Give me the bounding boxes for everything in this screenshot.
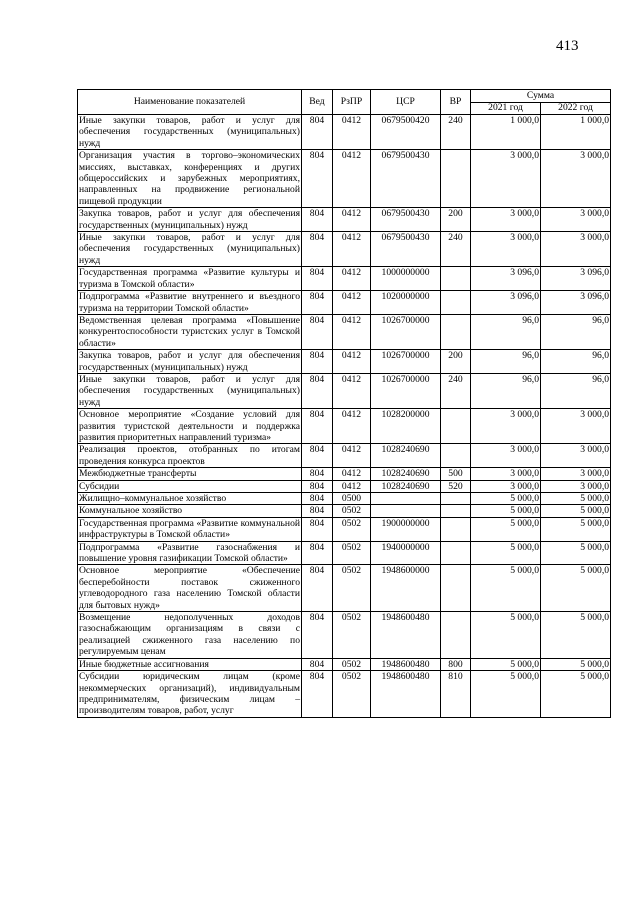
cell-sum-2022: 5 000,0 xyxy=(541,505,611,517)
cell-sum-2022: 5 000,0 xyxy=(541,517,611,541)
cell-rzpr: 0500 xyxy=(333,493,371,505)
cell-name: Государственная программа «Развитие культуры и туризма в Томской области» xyxy=(79,267,300,290)
cell-ved: 804 xyxy=(302,541,333,565)
cell-rzpr: 0502 xyxy=(333,565,371,612)
cell-name: Закупка товаров, работ и услуг для обеспечения государственных (муниципальных) нужд xyxy=(79,208,300,231)
cell-ved: 804 xyxy=(302,480,333,492)
cell-sum-2022: 5 000,0 xyxy=(541,658,611,670)
cell-csr xyxy=(371,493,441,505)
cell-csr: 1940000000 xyxy=(371,541,441,565)
cell-csr xyxy=(371,505,441,517)
cell-csr: 1948600480 xyxy=(371,658,441,670)
cell-name: Государственная программа «Развитие коммунальной инфраструктуры в Томской области» xyxy=(79,517,300,541)
cell-name: Субсидии юридическим лицам (кроме некоммерческих организаций), индивидуальным предпринимателям, физическим лицам – производителям товаров, работ, услуг xyxy=(79,671,300,717)
cell-vr: 240 xyxy=(441,115,471,150)
cell-ved: 804 xyxy=(302,373,333,408)
cell-ved: 804 xyxy=(302,671,333,718)
cell-name: Иные закупки товаров, работ и услуг для обеспечения государственных (муниципальных) нужд xyxy=(79,232,300,266)
cell-sum-2021: 3 000,0 xyxy=(471,232,541,267)
cell-vr: 810 xyxy=(441,671,471,718)
cell-name: Подпрограмма «Развитие газоснабжения и повышение уровня газификации Томской области» xyxy=(79,541,300,565)
cell-name: Жилищно–коммунальное хозяйство xyxy=(78,493,302,505)
header-ved: Вед xyxy=(302,90,333,115)
cell-vr xyxy=(441,541,471,565)
header-name: Наименование показателей xyxy=(78,90,302,115)
cell-rzpr: 0502 xyxy=(333,671,371,718)
cell-vr xyxy=(441,150,471,208)
cell-sum-2021: 3 000,0 xyxy=(471,409,541,444)
cell-ved: 804 xyxy=(302,468,333,480)
cell-sum-2021: 5 000,0 xyxy=(471,565,541,612)
cell-rzpr: 0412 xyxy=(333,468,371,480)
cell-sum-2022: 3 000,0 xyxy=(541,444,611,468)
cell-name: Основное мероприятие «Обеспечение бесперебойности поставок сжиженного углеводородного газа населению Томской области для бытовых нужд» xyxy=(79,565,300,611)
cell-csr: 0679500430 xyxy=(371,208,441,232)
cell-sum-2021: 5 000,0 xyxy=(471,493,541,505)
cell-sum-2022: 5 000,0 xyxy=(541,565,611,612)
cell-ved: 804 xyxy=(302,232,333,267)
cell-sum-2022: 3 000,0 xyxy=(541,409,611,444)
cell-rzpr: 0412 xyxy=(333,267,371,291)
cell-vr: 240 xyxy=(441,373,471,408)
cell-ved: 804 xyxy=(302,565,333,612)
cell-rzpr: 0412 xyxy=(333,480,371,492)
cell-sum-2022: 96,0 xyxy=(541,350,611,374)
cell-csr: 1000000000 xyxy=(371,267,441,291)
cell-vr xyxy=(441,505,471,517)
cell-ved: 804 xyxy=(302,208,333,232)
cell-csr: 1948600000 xyxy=(371,565,441,612)
cell-name: Ведомственная целевая программа «Повышение конкурентоспособности туристских услуг в Томской области» xyxy=(79,314,300,349)
cell-sum-2022: 3 000,0 xyxy=(541,150,611,208)
cell-vr xyxy=(441,493,471,505)
cell-sum-2021: 3 000,0 xyxy=(471,444,541,468)
cell-csr: 1028200000 xyxy=(371,409,441,444)
header-csr: ЦСР xyxy=(371,90,441,115)
cell-sum-2021: 3 096,0 xyxy=(471,291,541,315)
cell-rzpr: 0412 xyxy=(333,373,371,408)
cell-vr xyxy=(441,291,471,315)
table-row xyxy=(78,658,611,670)
cell-sum-2021: 3 000,0 xyxy=(471,208,541,232)
cell-sum-2022: 96,0 xyxy=(541,373,611,408)
cell-sum-2021: 5 000,0 xyxy=(471,541,541,565)
page-number: 413 xyxy=(556,38,579,54)
cell-sum-2022: 96,0 xyxy=(541,314,611,349)
cell-name: Субсидии xyxy=(78,480,302,492)
cell-ved: 804 xyxy=(302,350,333,374)
table-row xyxy=(78,671,611,718)
cell-name: Коммунальное хозяйство xyxy=(78,505,302,517)
cell-csr: 1948600480 xyxy=(371,612,441,659)
cell-name: Основное мероприятие «Создание условий для развития туристской деятельности и поддержка развития приоритетных направлений туризма» xyxy=(79,409,300,443)
cell-vr xyxy=(441,314,471,349)
cell-csr: 1028240690 xyxy=(371,468,441,480)
cell-vr: 500 xyxy=(441,468,471,480)
table-row xyxy=(78,115,611,150)
cell-rzpr: 0502 xyxy=(333,541,371,565)
cell-ved: 804 xyxy=(302,409,333,444)
cell-sum-2021: 96,0 xyxy=(471,373,541,408)
cell-ved: 804 xyxy=(302,658,333,670)
cell-vr xyxy=(441,444,471,468)
cell-vr xyxy=(441,409,471,444)
cell-name: Иные бюджетные ассигнования xyxy=(78,658,302,670)
cell-ved: 804 xyxy=(302,291,333,315)
budget-table xyxy=(77,89,611,718)
table-row xyxy=(78,468,611,480)
table-row xyxy=(78,373,611,408)
cell-name: Межбюджетные трансферты xyxy=(78,468,302,480)
table-row xyxy=(78,444,611,468)
cell-ved: 804 xyxy=(302,612,333,659)
cell-vr: 200 xyxy=(441,208,471,232)
cell-vr: 200 xyxy=(441,350,471,374)
table-row xyxy=(78,612,611,659)
table-row xyxy=(78,267,611,291)
cell-sum-2021: 1 000,0 xyxy=(471,115,541,150)
cell-sum-2021: 5 000,0 xyxy=(471,671,541,718)
cell-csr: 1026700000 xyxy=(371,350,441,374)
table-row xyxy=(78,208,611,232)
cell-vr: 240 xyxy=(441,232,471,267)
cell-csr: 1028240690 xyxy=(371,444,441,468)
cell-sum-2022: 5 000,0 xyxy=(541,671,611,718)
cell-name: Подпрограмма «Развитие внутреннего и въездного туризма на территории Томской области» xyxy=(79,291,300,314)
cell-rzpr: 0412 xyxy=(333,150,371,208)
cell-name: Иные закупки товаров, работ и услуг для обеспечения государственных (муниципальных) нужд xyxy=(79,373,300,408)
cell-rzpr: 0502 xyxy=(333,517,371,541)
table-header xyxy=(78,90,611,115)
cell-csr: 0679500430 xyxy=(371,150,441,208)
cell-ved: 804 xyxy=(302,150,333,208)
cell-sum-2021: 3 000,0 xyxy=(471,468,541,480)
cell-ved: 804 xyxy=(302,493,333,505)
cell-name: Закупка товаров, работ и услуг для обеспечения государственных (муниципальных) нужд xyxy=(79,350,300,373)
cell-rzpr: 0412 xyxy=(333,115,371,150)
cell-rzpr: 0412 xyxy=(333,409,371,444)
table-row xyxy=(78,232,611,267)
cell-sum-2021: 96,0 xyxy=(471,314,541,349)
table-row xyxy=(78,541,611,565)
cell-sum-2022: 3 000,0 xyxy=(541,480,611,492)
cell-rzpr: 0502 xyxy=(333,612,371,659)
cell-ved: 804 xyxy=(302,444,333,468)
cell-sum-2021: 96,0 xyxy=(471,350,541,374)
cell-ved: 804 xyxy=(302,115,333,150)
header-vr: ВР xyxy=(441,90,471,115)
cell-rzpr: 0502 xyxy=(333,505,371,517)
table-row xyxy=(78,493,611,505)
cell-name: Возмещение недополученных доходов газоснабжающим организациям в связи с реализацией сжиженного газа населению по регулируемым ценам xyxy=(79,612,300,658)
cell-sum-2021: 3 096,0 xyxy=(471,267,541,291)
cell-vr xyxy=(441,565,471,612)
cell-sum-2021: 5 000,0 xyxy=(471,612,541,659)
cell-sum-2021: 5 000,0 xyxy=(471,505,541,517)
cell-vr xyxy=(441,517,471,541)
cell-vr xyxy=(441,267,471,291)
cell-sum-2022: 5 000,0 xyxy=(541,612,611,659)
cell-sum-2022: 3 000,0 xyxy=(541,208,611,232)
cell-vr xyxy=(441,612,471,659)
cell-rzpr: 0412 xyxy=(333,444,371,468)
cell-sum-2022: 3 000,0 xyxy=(541,468,611,480)
cell-name: Реализация проектов, отобранных по итогам проведения конкурса проектов xyxy=(79,444,300,467)
table-row xyxy=(78,505,611,517)
cell-sum-2021: 3 000,0 xyxy=(471,480,541,492)
header-sum: Сумма xyxy=(471,90,611,103)
cell-csr: 0679500430 xyxy=(371,232,441,267)
cell-ved: 804 xyxy=(302,517,333,541)
cell-ved: 804 xyxy=(302,505,333,517)
table-row xyxy=(78,517,611,541)
cell-sum-2021: 5 000,0 xyxy=(471,517,541,541)
cell-name: Организация участия в торгово–экономических миссиях, выставках, конференциях и других общероссийских и зарубежных мероприятиях, направленных на продвижение региональной пищевой продукции xyxy=(79,150,300,207)
cell-csr: 1028240690 xyxy=(371,480,441,492)
cell-csr: 1026700000 xyxy=(371,314,441,349)
cell-csr: 1020000000 xyxy=(371,291,441,315)
table-row xyxy=(78,409,611,444)
table-row xyxy=(78,480,611,492)
header-rzpr: РзПР xyxy=(333,90,371,115)
cell-vr: 520 xyxy=(441,480,471,492)
header-year-2022: 2022 год xyxy=(541,103,611,115)
cell-sum-2021: 5 000,0 xyxy=(471,658,541,670)
cell-sum-2022: 1 000,0 xyxy=(541,115,611,150)
cell-vr: 800 xyxy=(441,658,471,670)
cell-sum-2022: 5 000,0 xyxy=(541,493,611,505)
table-row xyxy=(78,350,611,374)
table-row xyxy=(78,291,611,315)
cell-rzpr: 0502 xyxy=(333,658,371,670)
cell-sum-2022: 3 096,0 xyxy=(541,267,611,291)
header-year-2021: 2021 год xyxy=(471,103,541,115)
cell-ved: 804 xyxy=(302,314,333,349)
cell-sum-2022: 3 096,0 xyxy=(541,291,611,315)
table-row xyxy=(78,150,611,208)
cell-csr: 1900000000 xyxy=(371,517,441,541)
cell-csr: 1948600480 xyxy=(371,671,441,718)
table-row xyxy=(78,314,611,349)
table-row xyxy=(78,565,611,612)
cell-rzpr: 0412 xyxy=(333,291,371,315)
cell-sum-2022: 5 000,0 xyxy=(541,541,611,565)
cell-rzpr: 0412 xyxy=(333,232,371,267)
cell-sum-2022: 3 000,0 xyxy=(541,232,611,267)
cell-sum-2021: 3 000,0 xyxy=(471,150,541,208)
cell-rzpr: 0412 xyxy=(333,208,371,232)
cell-csr: 1026700000 xyxy=(371,373,441,408)
cell-name: Иные закупки товаров, работ и услуг для обеспечения государственных (муниципальных) нужд xyxy=(79,115,300,149)
cell-rzpr: 0412 xyxy=(333,350,371,374)
cell-rzpr: 0412 xyxy=(333,314,371,349)
cell-csr: 0679500420 xyxy=(371,115,441,150)
cell-ved: 804 xyxy=(302,267,333,291)
table-body xyxy=(78,115,611,718)
